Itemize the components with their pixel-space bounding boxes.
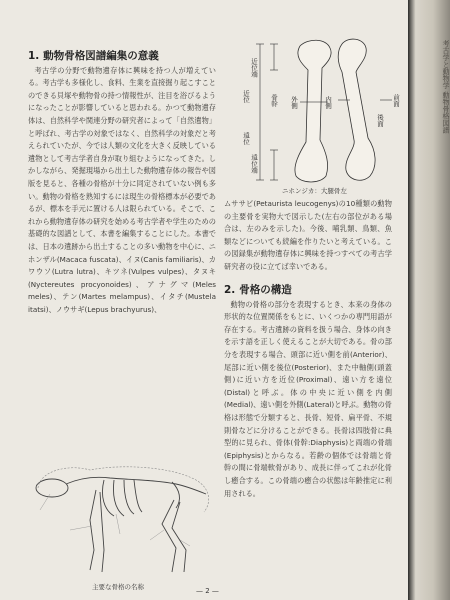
- section-2-title: 骨格の構造: [239, 284, 292, 296]
- section-2: [224, 284, 392, 500]
- adjacent-page-text: 考古学と動物学 動物骨格図譜: [442, 40, 450, 134]
- front-legs: [90, 490, 104, 572]
- section-1: [28, 50, 216, 316]
- pelvis: [172, 482, 179, 508]
- label-distal-end: 遠位端: [250, 154, 258, 174]
- label-shaft: 骨幹: [270, 94, 278, 107]
- ribcage: [102, 480, 142, 516]
- section-2-number: 2.: [224, 284, 236, 296]
- section-2-heading: [224, 284, 392, 297]
- spine-line: [66, 477, 206, 494]
- section-1-continuation: ムササビ(Petaurista leucogenys)の10種類の動物の主要骨を実物大で図示した(左右の部位がある場合は、左のみを示した)。今後、哺乳類、鳥類、魚類などについても続編を作りたいと考えている。この図録集が動物遺存体に興味を持つすべての考古学研究者の役に立てば幸いである。: [224, 199, 392, 271]
- label-lateral: 外側: [290, 96, 298, 109]
- section-1-title: 動物骨格図譜編集の意義: [43, 50, 159, 62]
- section-1-heading: [28, 50, 216, 63]
- label-proximal-end: 近位端: [250, 58, 258, 78]
- section-1-paragraph: 考古学の分野で動物遺存体に興味を持つ人が増えている。考古学も多様化し、食料、生業を直接掘り起こすことのできる貝塚や動物骨の持つ情報性が、注目を浴びるようになったことが影響していると思われる。かつて動物遺存体は、自然科学や関連分野の研究者によって「自然遺物」と呼ばれ、考古学の対象ではなく、自然科学の対象だと考えられていたが、今では人類の文化を大きく反映している遺物として考古学者自身が取り組むようになってきた。しかしながら、発掘現場から出土した動物遺存体の報告や図版を見ると、各種の骨格が十分に同定されていない例も多い。動物の骨格を熟知するには現生の骨格標本が必要であるが、標本を手元に置ける人は限られている。そこで、これから動物遺存体の研究を始める考古学者や学生のための基礎的な図譜として、本書を編集することにした。本書では、日本の遺跡から出土することの多い動物を中心に、ニホンザル(Macaca fuscata)、イヌ(Canis familiaris)、カワウソ(Lutra lutra)、キツネ(Vulpes vulpes)、タヌキ(Nyctereutes procyonoides)、アナグマ(Meles meles)、テン(Martes melampus)、イタチ(Mustela itatsi)、ノウサギ(Lepus brachyurus)、: [28, 65, 216, 314]
- skeleton-figure: [30, 450, 216, 582]
- femur-anterior-view: [295, 40, 331, 182]
- page-number: — 2 —: [196, 587, 219, 595]
- label-posterior: 後面: [376, 114, 384, 127]
- label-distal: 遠位: [242, 132, 250, 145]
- femur-figure: [230, 30, 405, 200]
- femur-figure-caption: ニホンジカ：大腿骨左: [282, 187, 347, 195]
- label-anterior: 前面: [392, 94, 400, 107]
- adjacent-page-edge: [408, 0, 450, 600]
- label-medial: 内側: [324, 96, 332, 109]
- section-1-number: 1.: [28, 50, 40, 62]
- hind-legs: [162, 500, 186, 572]
- label-proximal: 近位: [242, 90, 250, 103]
- body-outline: [38, 467, 209, 512]
- femur-lateral-view: [338, 39, 375, 180]
- skeleton-figure-caption: 主要な骨格の名称: [92, 583, 144, 591]
- skull-shape: [36, 479, 68, 497]
- section-2-paragraph: 動物の骨格の部分を表現するとき、本来の身体の形状的な位置関係をもとに、いくつかの専門用語が存在する。考古遺跡の資料を扱う場合、身体の向きを示す語を正しく使えることが大切である。骨の部分を表現する場合、頭部に近い側を前(Anterior)、尾部に近い側を後位(Posterior)、また中軸側(頭蓋側)に近い方を近位(Proximal)、遠い方を遠位(Distal)と呼ぶ。体の中央に近い側を内側(Medial)、遠い側を外側(Lateral)と呼ぶ。動物の骨格は形態で分類すると、長骨、短骨、扁平骨、不規則骨などに分けることができる。長骨は四肢骨に典型的に見られ、骨体(骨幹:Diaphysis)と両端の骨端(Epiphysis)とからなる。若齢の個体では骨端と骨幹の間に骨端軟骨があり、成長に伴ってこれが化骨し癒合する。この骨端の癒合の状態は年齢推定に利用される。: [224, 299, 392, 498]
